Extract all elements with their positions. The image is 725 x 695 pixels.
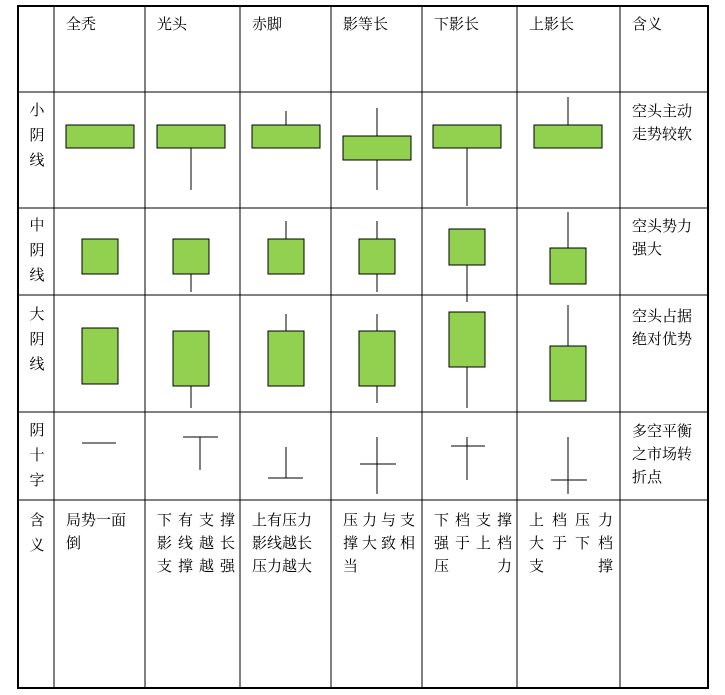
candle-big-quantu-body	[82, 328, 118, 384]
meaning-big-yin: 空头占据 绝对优势	[632, 307, 693, 348]
candle-small-yingdengchang-body	[343, 136, 411, 160]
meaning-cell-xiayingchang: 下档支撑 强于上档 压力	[434, 511, 512, 575]
header-xiayingchang: 下影长	[434, 15, 480, 33]
meaning-mid-yin: 空头势力 强大	[632, 217, 693, 258]
candle-big-xiayingchang-body	[449, 312, 485, 367]
candle-big-yingdengchang-body	[359, 331, 395, 386]
header-shangyingchang: 上影长	[529, 15, 575, 33]
candle-mid-shangyingchang-body	[550, 248, 586, 284]
candle-small-guangtou-body	[157, 125, 225, 148]
meaning-yin-cross: 多空平衡 之市场转 折点	[632, 422, 693, 486]
header-meaning: 含义	[632, 15, 663, 33]
header-chijiao: 赤脚	[252, 15, 283, 33]
candle-mid-xiayingchang-body	[449, 229, 485, 265]
candle-big-chijiao-body	[268, 331, 304, 386]
row-label-meaning: 含 义	[29, 511, 45, 554]
row-label-mid-yin: 中 阴 线	[29, 216, 45, 284]
candle-big-shangyingchang-body	[550, 346, 586, 401]
row-label-big-yin: 大 阴 线	[29, 305, 45, 373]
candle-big-guangtou-body	[173, 331, 209, 386]
meaning-cell-yingdengchang: 压力与支 撑大致相 当	[343, 511, 415, 575]
meaning-cell-chijiao: 上有压力 影线越长 压力越大	[252, 511, 313, 575]
meaning-cell-shangyingchang: 上档压力 大于下档 支撑	[529, 511, 613, 575]
candle-mid-quantu-body	[82, 239, 118, 274]
candle-mid-yingdengchang-body	[359, 239, 395, 274]
candle-small-shangyingchang-body	[534, 125, 602, 148]
header-yingdengchang: 影等长	[343, 15, 389, 33]
candle-mid-chijiao-body	[268, 239, 304, 274]
meaning-cell-quantu: 局势一面 倒	[66, 511, 127, 552]
header-quantu: 全秃	[66, 15, 97, 33]
candle-small-xiayingchang-body	[433, 125, 501, 148]
meaning-cell-guangtou: 下有支撑 影线越长 支撑越强	[157, 511, 235, 575]
candle-small-chijiao-body	[252, 125, 320, 148]
header-guangtou: 光头	[157, 15, 188, 33]
candle-mid-guangtou-body	[173, 239, 209, 274]
meaning-small-yin: 空头主动 走势较软	[632, 102, 693, 143]
candle-small-quantu-body	[66, 125, 134, 148]
row-label-yin-cross: 阴 十 字	[29, 421, 45, 489]
row-label-small-yin: 小 阴 线	[29, 101, 45, 169]
